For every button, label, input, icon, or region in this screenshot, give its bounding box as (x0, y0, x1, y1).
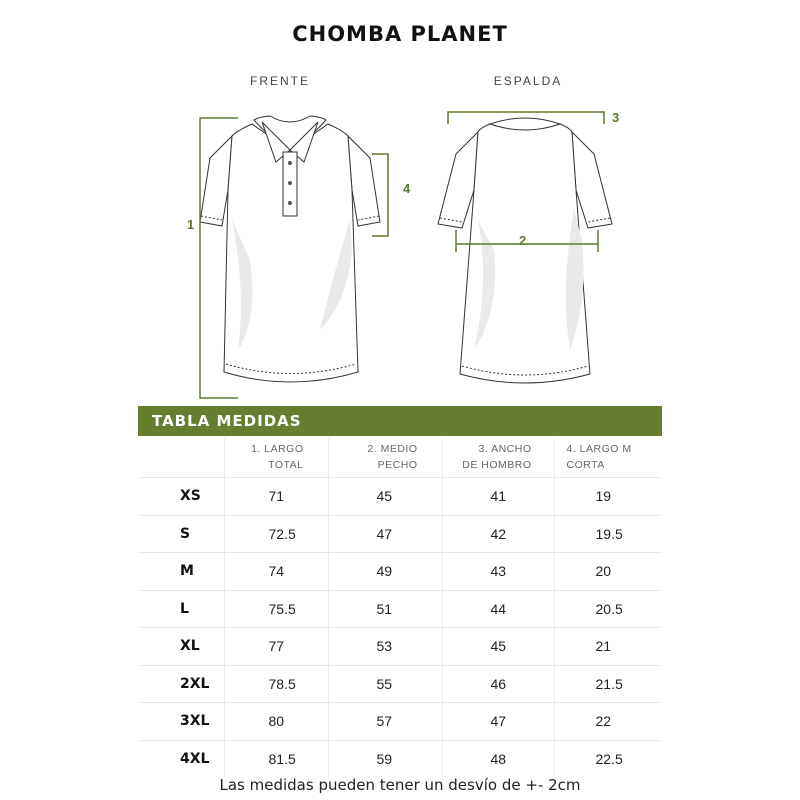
header-ancho-hombro: 3. ANCHO DE HOMBRO (442, 437, 554, 478)
manga-cell: 20 (554, 553, 662, 591)
size-cell: M (138, 553, 224, 591)
hombro-cell: 42 (442, 515, 554, 553)
largo-cell: 77 (224, 628, 328, 666)
back-view-label: ESPALDA (493, 74, 563, 88)
size-table (138, 437, 662, 777)
table-row (138, 703, 662, 741)
front-view-label: FRENTE (250, 74, 310, 88)
hombro-cell: 44 (442, 590, 554, 628)
size-cell: L (138, 590, 224, 628)
table-header-bar (138, 406, 662, 436)
header-largo-total: 1. LARGO TOTAL (224, 437, 328, 478)
size-cell: 3XL (138, 703, 224, 741)
page-title: CHOMBA PLANET (292, 22, 508, 46)
table-row (138, 553, 662, 591)
largo-cell: 72.5 (224, 515, 328, 553)
size-cell: 2XL (138, 665, 224, 703)
table-row (138, 515, 662, 553)
table-row (138, 628, 662, 666)
hombro-cell: 46 (442, 665, 554, 703)
manga-cell: 22.5 (554, 740, 662, 777)
marker-4: 4 (403, 181, 411, 196)
table-title: TABLA MEDIDAS (152, 412, 302, 430)
pecho-cell: 51 (328, 590, 442, 628)
marker-3: 3 (612, 110, 620, 125)
header-medio-pecho: 2. MEDIO PECHO (328, 437, 442, 478)
table-row (138, 665, 662, 703)
size-cell: XS (138, 478, 224, 516)
largo-cell: 71 (224, 478, 328, 516)
measurement-note: Las medidas pueden tener un desvío de +- 2cm (219, 776, 581, 794)
pecho-cell: 49 (328, 553, 442, 591)
table-row (138, 740, 662, 777)
largo-cell: 75.5 (224, 590, 328, 628)
hombro-cell: 47 (442, 703, 554, 741)
table-row (138, 478, 662, 516)
manga-cell: 21.5 (554, 665, 662, 703)
table-column-headers (138, 437, 662, 478)
header-size (138, 437, 224, 478)
manga-cell: 21 (554, 628, 662, 666)
front-shirt (200, 116, 380, 382)
pecho-cell: 55 (328, 665, 442, 703)
largo-cell: 80 (224, 703, 328, 741)
back-shirt (438, 118, 612, 383)
size-cell: S (138, 515, 224, 553)
manga-cell: 19.5 (554, 515, 662, 553)
pecho-cell: 57 (328, 703, 442, 741)
manga-cell: 22 (554, 703, 662, 741)
largo-cell: 74 (224, 553, 328, 591)
hombro-cell: 43 (442, 553, 554, 591)
pecho-cell: 53 (328, 628, 442, 666)
size-cell: 4XL (138, 740, 224, 777)
pecho-cell: 47 (328, 515, 442, 553)
largo-cell: 78.5 (224, 665, 328, 703)
pecho-cell: 59 (328, 740, 442, 777)
size-cell: XL (138, 628, 224, 666)
pecho-cell: 45 (328, 478, 442, 516)
manga-cell: 19 (554, 478, 662, 516)
hombro-cell: 45 (442, 628, 554, 666)
hombro-cell: 41 (442, 478, 554, 516)
largo-cell: 81.5 (224, 740, 328, 777)
hombro-cell: 48 (442, 740, 554, 777)
header-largo-manga: 4. LARGO M CORTA (554, 437, 662, 478)
manga-cell: 20.5 (554, 590, 662, 628)
table-row (138, 590, 662, 628)
marker-2: 2 (519, 233, 527, 248)
marker-1: 1 (187, 217, 195, 232)
